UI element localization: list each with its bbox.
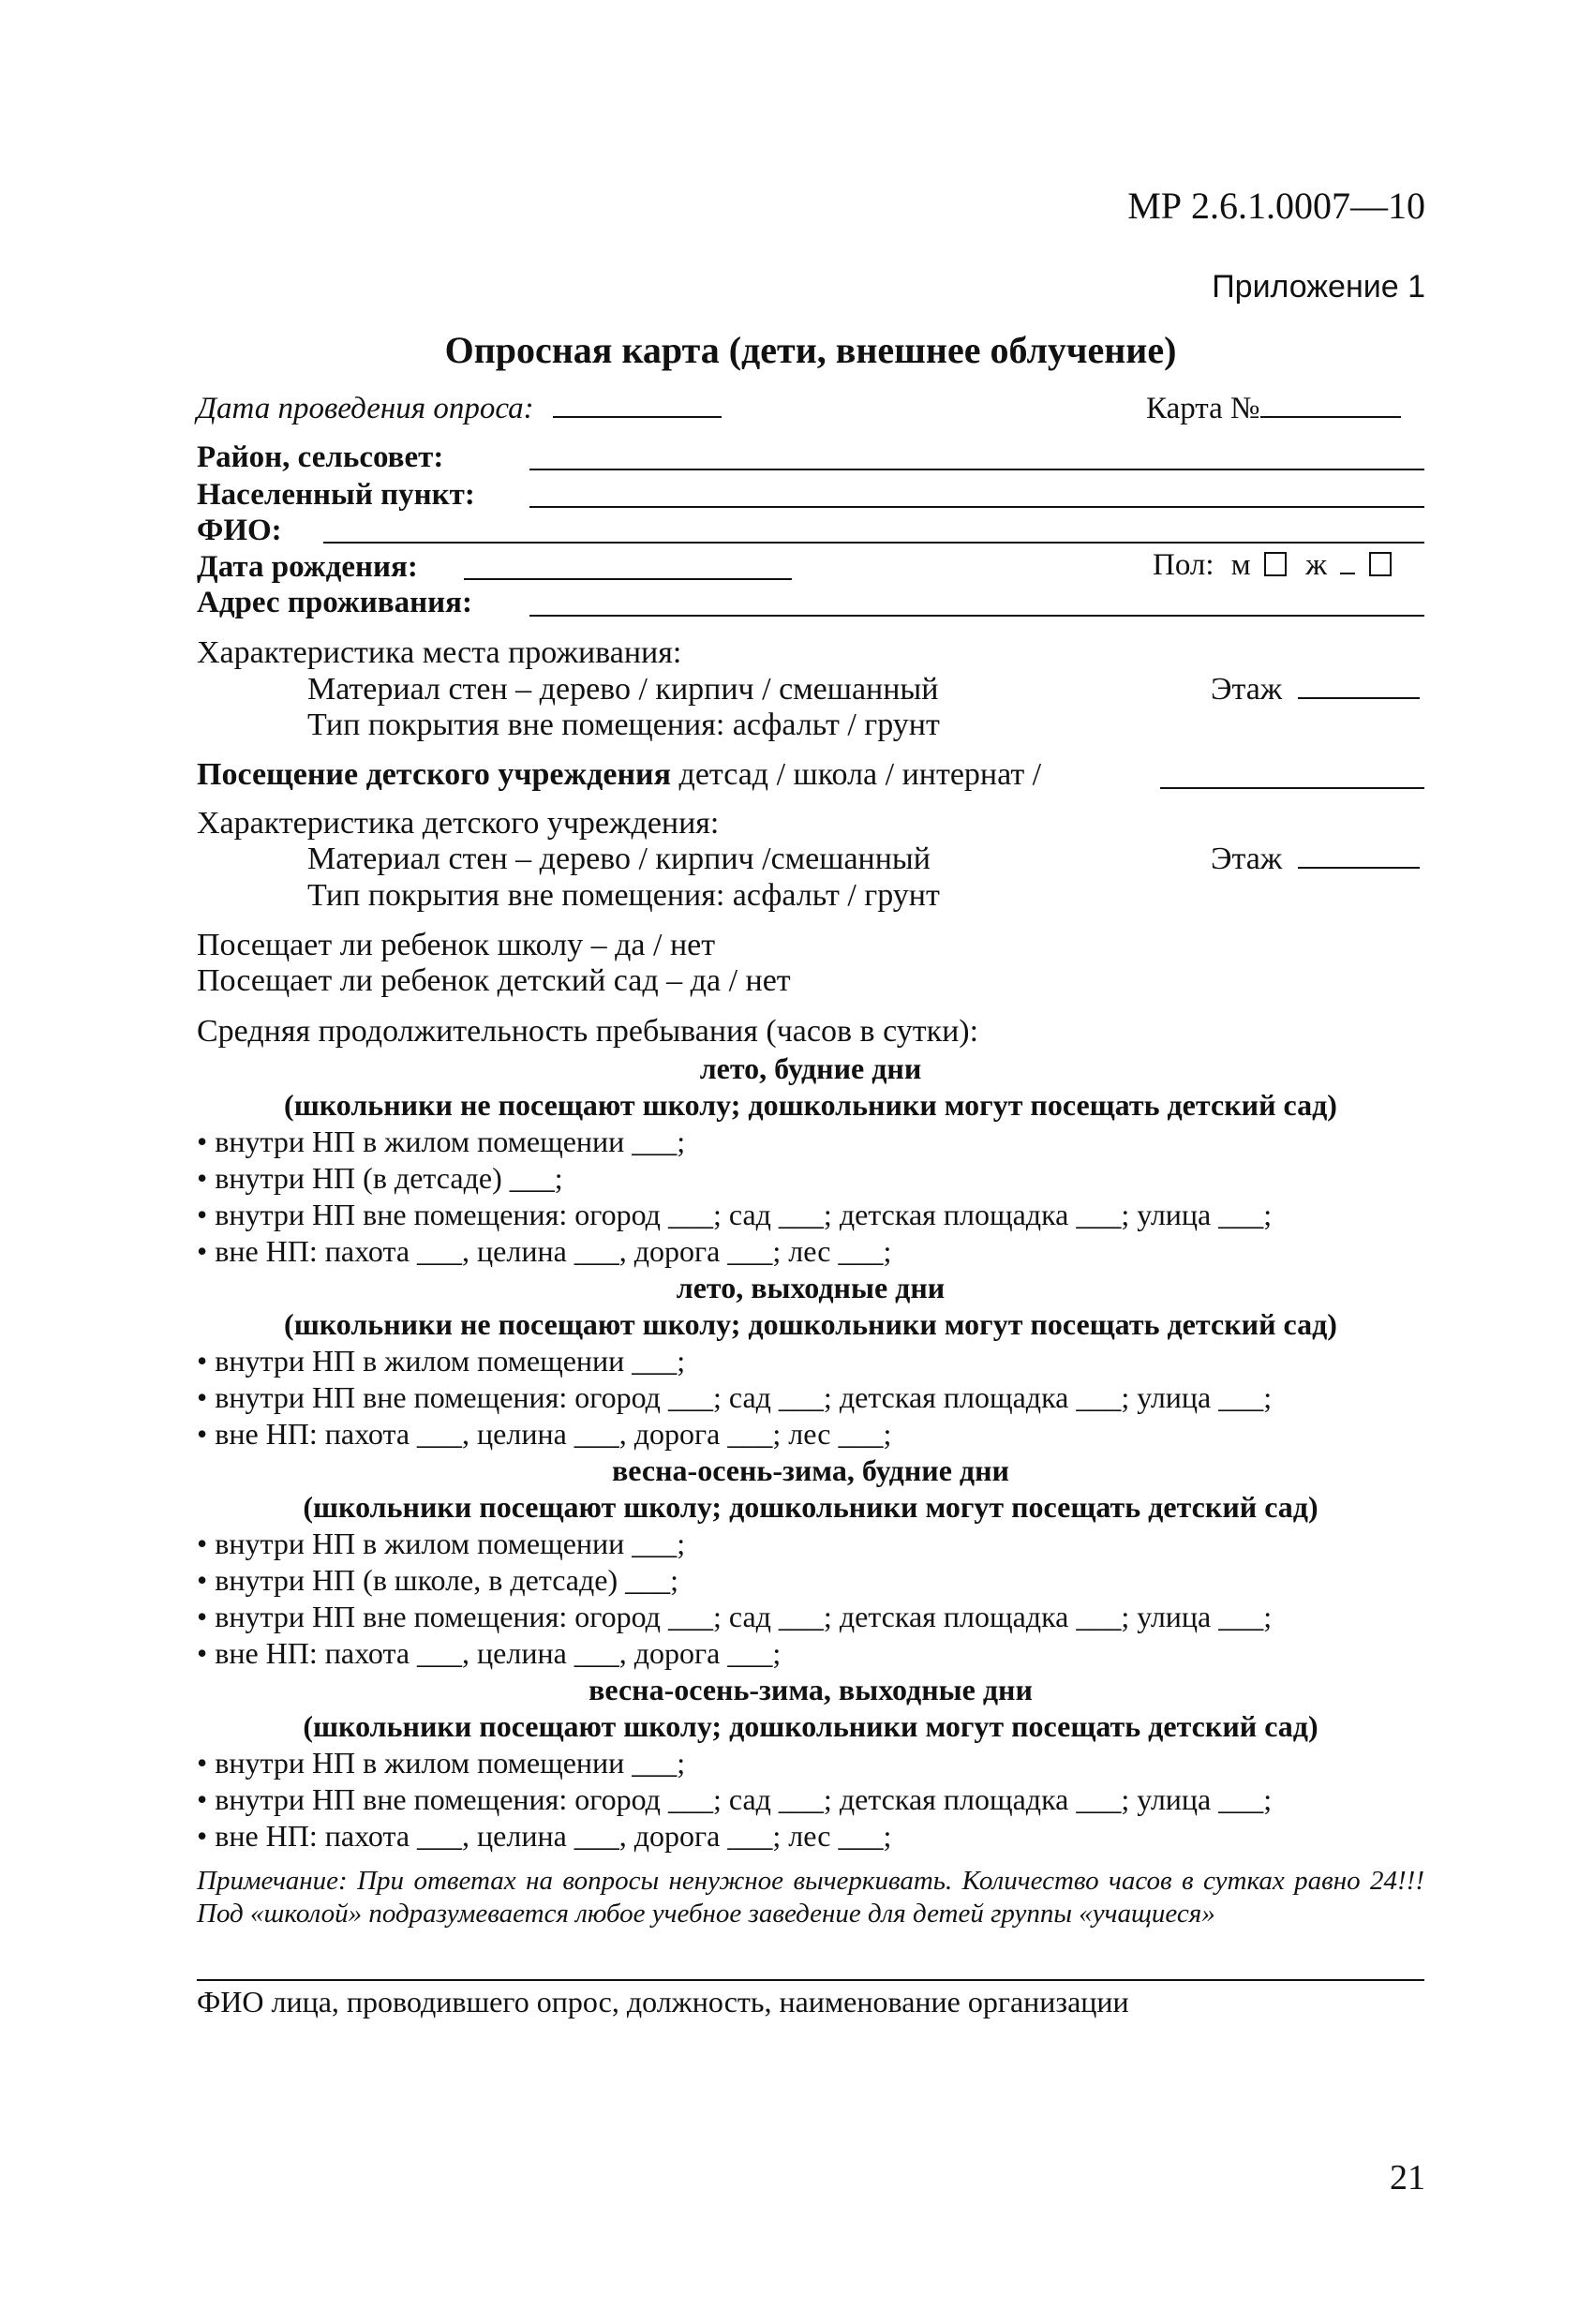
duration-line: • внутри НП в жилом помещении ___;	[197, 1527, 686, 1560]
duration-line: • вне НП: пахота ___, целина ___, дорога ___; лес ___;	[197, 1417, 892, 1451]
footnote: Примечание: При ответах на вопросы ненужное вычеркивать. Количество часов в сутках равно 24!!! Под «школой» подразумевается любое учебное заведение для детей группы «учащиеся»	[197, 1866, 1424, 1929]
duration-line: • вне НП: пахота ___, целина ___, дорога ___; лес ___;	[197, 1234, 892, 1268]
signature-field[interactable]	[197, 1979, 1424, 1981]
sex-f-checkbox[interactable]	[1369, 552, 1392, 576]
birth-date-field[interactable]	[464, 578, 792, 580]
card-number-row	[1146, 392, 1401, 426]
section-subtitle: (школьники не посещают школу; дошкольники могут посещать детский сад)	[284, 1088, 1337, 1122]
sex-m-label: м	[1230, 548, 1251, 582]
institution-floor-label: Этаж	[1211, 842, 1283, 876]
sex-f-label: ж	[1305, 548, 1327, 582]
district-field[interactable]	[529, 469, 1424, 470]
duration-line: • внутри НП (в детсаде) ___;	[197, 1161, 563, 1195]
document-code: МР 2.6.1.0007—10	[1127, 185, 1425, 227]
institution-floor	[1211, 842, 1420, 877]
page-number: 21	[1390, 2158, 1425, 2197]
fio-label: ФИО:	[197, 514, 282, 547]
duration-heading: Средняя продолжительность пребывания (часов в сутки):	[197, 1014, 979, 1049]
appendix-label: Приложение 1	[1212, 269, 1425, 305]
page-title: Опросная карта (дети, внешнее облучение)	[444, 329, 1177, 371]
signature-caption: ФИО лица, проводившего опрос, должность, наименование организации	[197, 1985, 1129, 2019]
attendance-kindergarten: Посещает ли ребенок детский сад – да / нет	[197, 963, 791, 998]
survey-date-row	[197, 392, 722, 426]
duration-line: • внутри НП в жилом помещении ___;	[197, 1746, 686, 1780]
institution-other-field[interactable]	[1160, 787, 1424, 789]
residence-floor-field[interactable]	[1298, 673, 1420, 699]
duration-line: • внутри НП вне помещения: огород ___; сад ___; детская площадка ___; улица ___;	[197, 1198, 1273, 1231]
address-label: Адрес проживания:	[197, 586, 473, 619]
sex-group	[1153, 548, 1397, 583]
survey-date-label: Дата проведения опроса:	[197, 392, 534, 425]
section-subtitle: (школьники посещают школу; дошкольники могут посещать детский сад)	[303, 1490, 1318, 1524]
section-title: весна-осень-зима, выходные дни	[588, 1673, 1033, 1706]
institution-walls: Материал стен – дерево / кирпич /смешанный	[307, 842, 931, 876]
institution-visit-label: Посещение детского учреждения	[197, 757, 672, 792]
card-number-field[interactable]	[1260, 392, 1401, 418]
sex-label: Пол:	[1153, 548, 1214, 582]
settlement-label: Населенный пункт:	[197, 478, 475, 512]
section-subtitle: (школьники посещают школу; дошкольники могут посещать детский сад)	[303, 1709, 1318, 1743]
sex-m-checkbox[interactable]	[1264, 552, 1287, 576]
institution-visit-options: детсад / школа / интернат /	[678, 757, 1042, 792]
duration-line: • вне НП: пахота ___, целина ___, дорога ___;	[197, 1636, 782, 1670]
section-title: весна-осень-зима, будние дни	[612, 1453, 1009, 1487]
address-field[interactable]	[529, 615, 1424, 617]
duration-line: • внутри НП в жилом помещении ___;	[197, 1125, 686, 1158]
birth-date-label: Дата рождения:	[197, 550, 418, 584]
institution-surface: Тип покрытия вне помещения: асфальт / грунт	[307, 878, 940, 913]
card-number-label: Карта №	[1146, 392, 1260, 425]
residence-walls: Материал стен – дерево / кирпич / смешанный	[307, 672, 939, 707]
duration-line: • внутри НП вне помещения: огород ___; сад ___; детская площадка ___; улица ___;	[197, 1600, 1273, 1633]
duration-line: • внутри НП вне помещения: огород ___; сад ___; детская площадка ___; улица ___;	[197, 1380, 1273, 1414]
attendance-school: Посещает ли ребенок школу – да / нет	[197, 928, 716, 962]
duration-line: • внутри НП вне помещения: огород ___; сад ___; детская площадка ___; улица ___;	[197, 1782, 1273, 1816]
duration-line: • внутри НП (в школе, в детсаде) ___;	[197, 1563, 679, 1597]
institution-heading: Характеристика детского учреждения:	[197, 806, 720, 841]
residence-floor-label: Этаж	[1211, 672, 1283, 707]
survey-date-field[interactable]	[553, 392, 722, 418]
residence-surface: Тип покрытия вне помещения: асфальт / грунт	[307, 708, 940, 742]
section-title: лето, будние дни	[699, 1051, 922, 1085]
duration-line: • вне НП: пахота ___, целина ___, дорога ___; лес ___;	[197, 1819, 892, 1853]
sex-f-underline	[1340, 573, 1355, 574]
fio-field[interactable]	[323, 542, 1424, 544]
district-label: Район, сельсовет:	[197, 440, 444, 474]
institution-visit-row	[197, 757, 1041, 793]
section-title: лето, выходные дни	[676, 1271, 946, 1304]
duration-line: • внутри НП в жилом помещении ___;	[197, 1344, 686, 1378]
institution-floor-field[interactable]	[1298, 842, 1420, 869]
section-subtitle: (школьники не посещают школу; дошкольники могут посещать детский сад)	[284, 1307, 1337, 1341]
settlement-field[interactable]	[529, 506, 1424, 508]
residence-floor	[1211, 672, 1420, 708]
residence-heading: Характеристика места проживания:	[197, 635, 682, 670]
